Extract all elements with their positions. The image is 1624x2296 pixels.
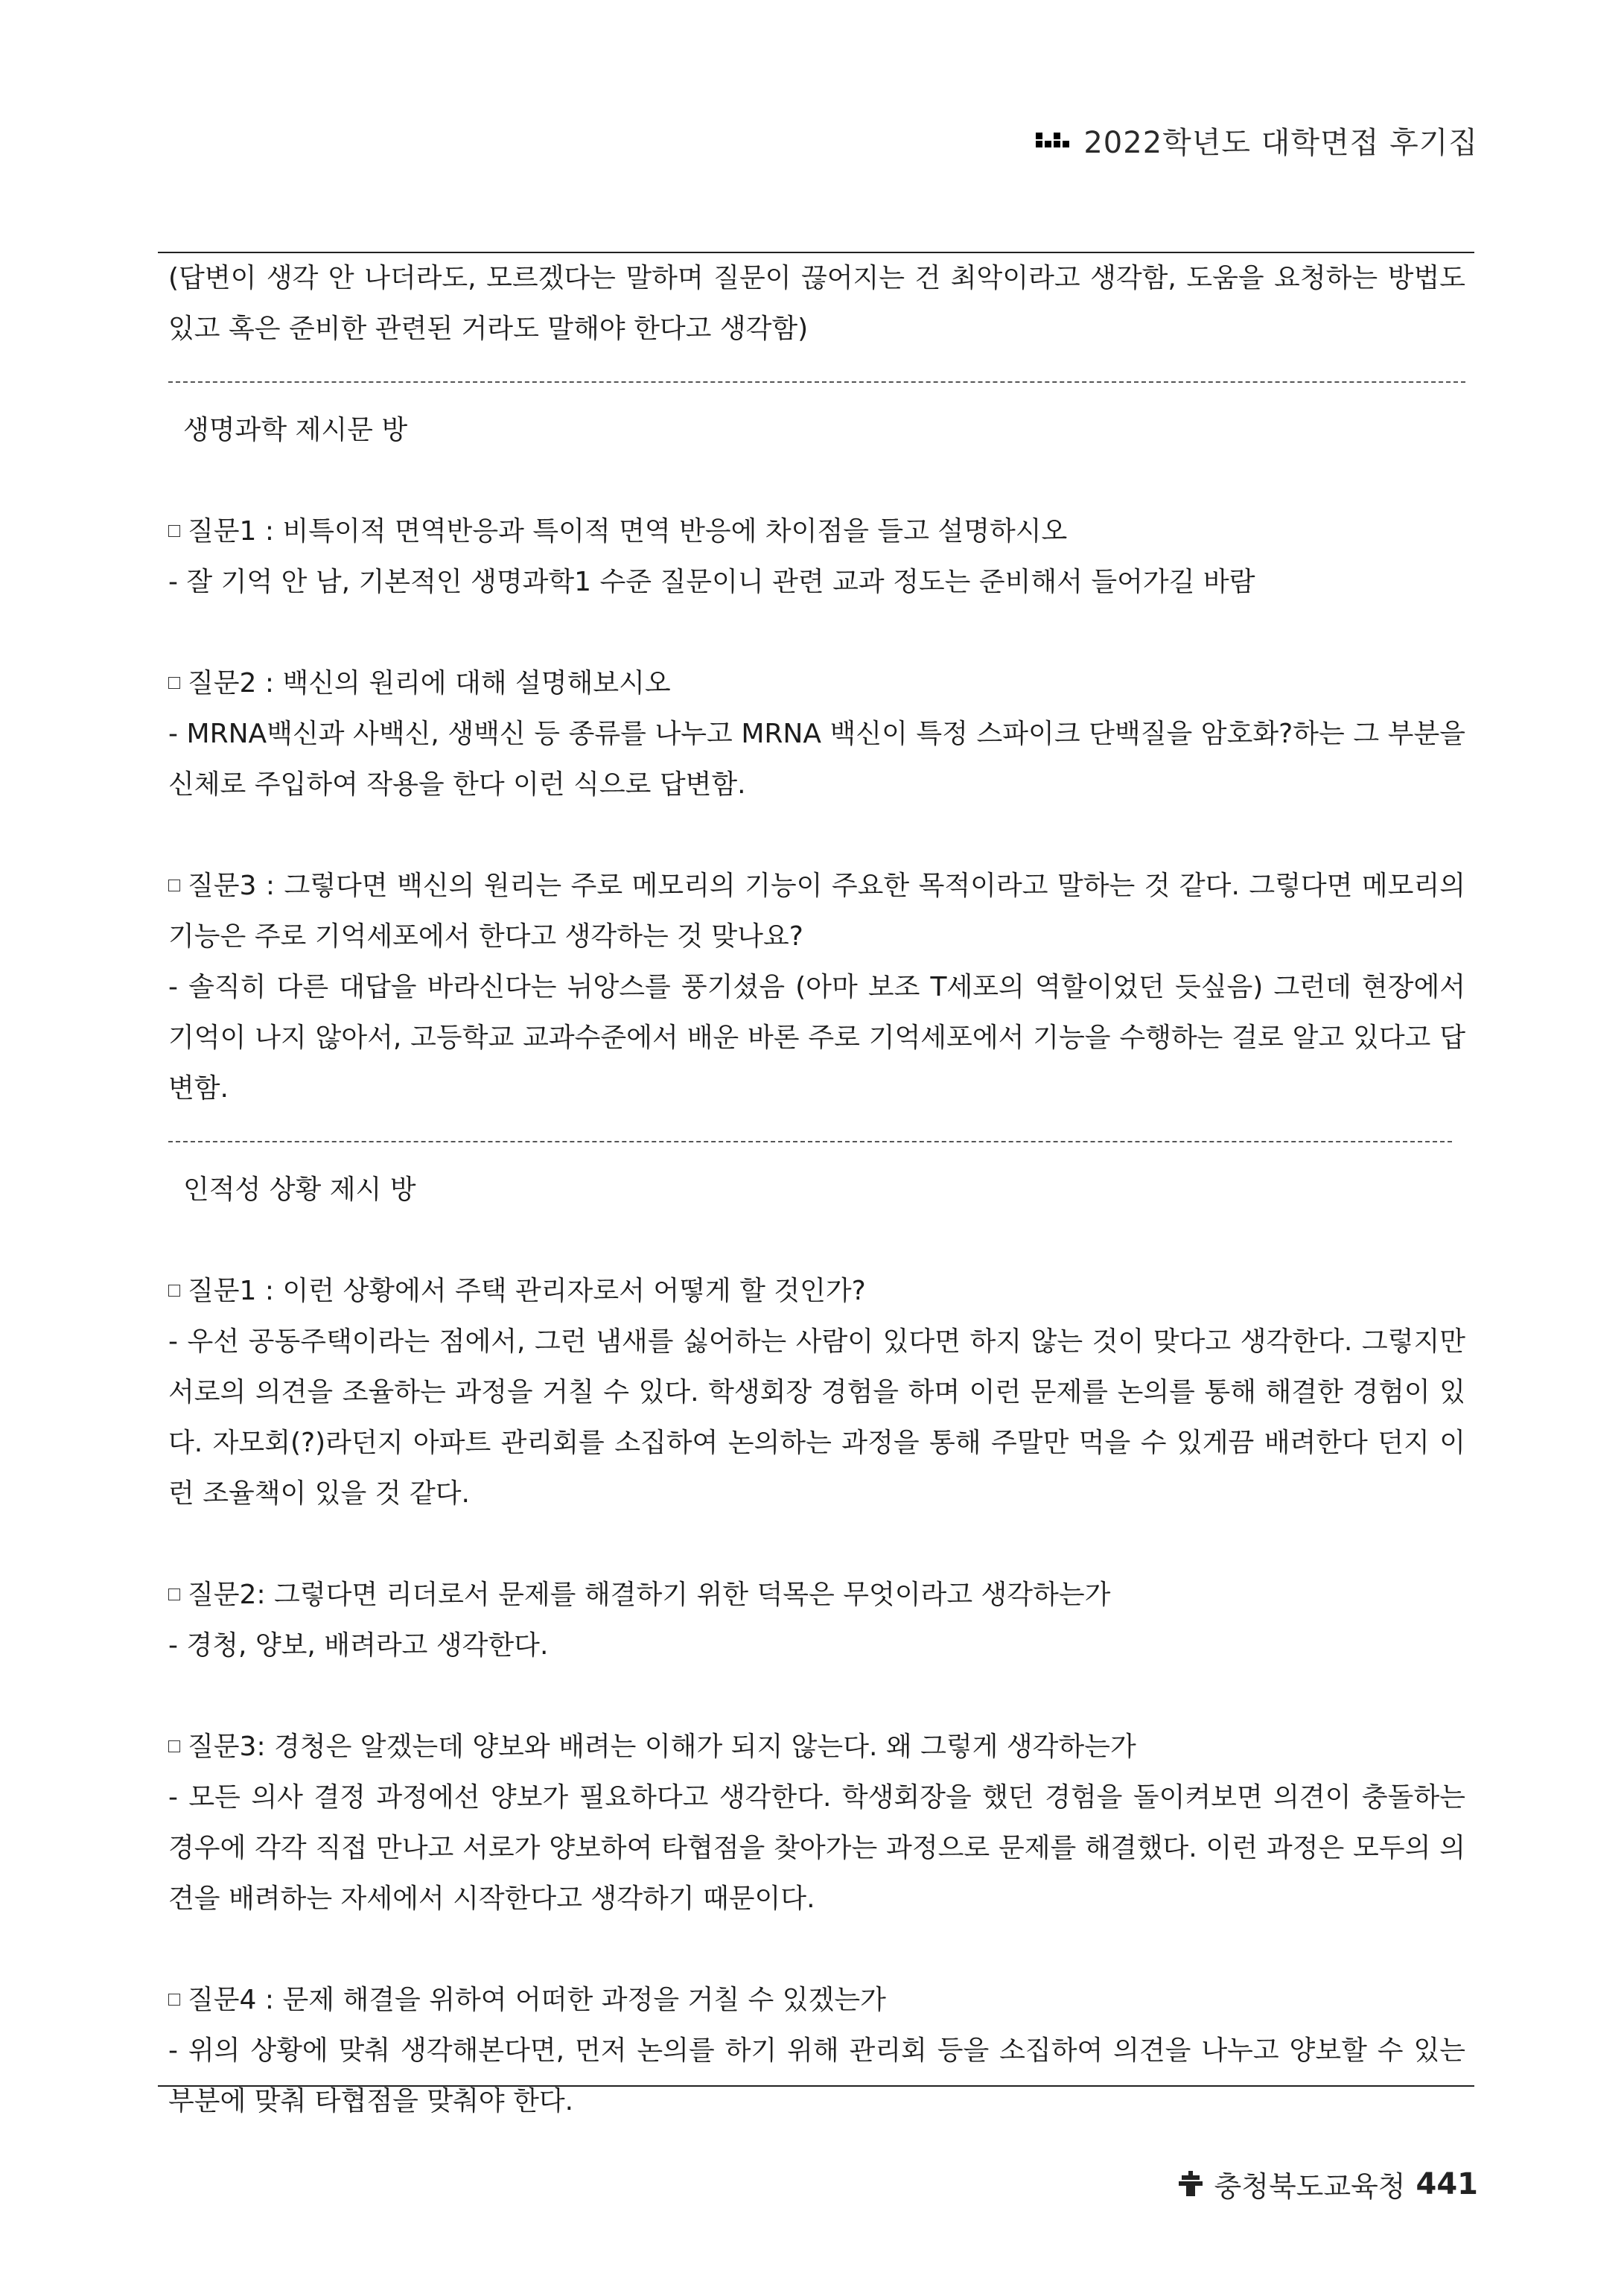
spacer xyxy=(168,1924,1465,1975)
office-emblem-icon xyxy=(1176,2169,1206,2199)
checker-mark-icon xyxy=(1036,133,1070,149)
dashed-divider xyxy=(168,1114,1465,1165)
footer-org: 충청북도교육청 xyxy=(1214,2170,1406,2203)
spacer xyxy=(168,608,1465,658)
spacer xyxy=(168,456,1465,506)
dashed-divider xyxy=(168,354,1465,405)
square-bullet-icon xyxy=(168,677,180,689)
question-text: 질문2: 그렇다면 리더로서 문제를 해결하기 위한 덕목은 무엇이라고 생각하는가 xyxy=(188,1580,1111,1610)
answer-text: - 솔직히 다른 대답을 바라신다는 뉘앙스를 풍기셨음 (아마 보조 T세포의 역할이었던 듯싶음) 그런데 현장에서 기억이 나지 않아서, 고등학교 교과수준에서 배운 바론 주로 기억세포에서 기능을 수행하는 걸로 알고 있다고 답변함. xyxy=(168,972,1465,1104)
spacer xyxy=(168,1215,1465,1266)
answer-text: - 모든 의사 결정 과정에선 양보가 필요하다고 생각한다. 학생회장을 했던 경험을 돌이켜보면 의견이 충돌하는 경우에 각각 직접 만나고 서로가 양보하여 타협점을 찾아가는 과정으로 문제를 해결했다. 이런 과정은 모두의 의견을 배려하는 자세에서 시작한다고 생각하기 때문이다. xyxy=(168,1782,1465,1914)
page-number: 441 xyxy=(1416,2166,1478,2201)
square-bullet-icon xyxy=(168,1285,180,1297)
page-footer xyxy=(1176,2163,1478,2204)
question-item xyxy=(168,1975,1465,2026)
question-item xyxy=(168,658,1465,709)
square-bullet-icon xyxy=(168,1994,180,2006)
bottom-rule xyxy=(158,2085,1474,2087)
section-title-life-science: 생명과학 제시문 방 xyxy=(183,415,408,445)
question-text: 질문1 : 이런 상황에서 주택 관리자로서 어떻게 할 것인가? xyxy=(188,1276,866,1306)
question-text: 질문3: 경청은 알겠는데 양보와 배려는 이해가 되지 않는다. 왜 그렇게 생각하는가 xyxy=(188,1731,1136,1762)
question-item xyxy=(168,1722,1465,1772)
answer-text: - 우선 공동주택이라는 점에서, 그런 냄새를 싫어하는 사람이 있다면 하지 않는 것이 맞다고 생각한다. 그렇지만 서로의 의견을 조율하는 과정을 거칠 수 있다. 학생회장 경험을 하며 이런 문제를 논의를 통해 해결한 경험이 있다. 자모회(?)라던지 아파트 관리회를 소집하여 논의하는 과정을 통해 주말만 먹을 수 있게끔 배려한다 던지 이런 조율책이 있을 것 같다. xyxy=(168,1326,1465,1509)
answer-text: - 경청, 양보, 배려라고 생각한다. xyxy=(168,1630,549,1661)
square-bullet-icon xyxy=(168,525,180,537)
answer-text: - MRNA백신과 사백신, 생백신 등 종류를 나누고 MRNA 백신이 특정 스파이크 단백질을 암호화?하는 그 부분을 신체로 주입하여 작용을 한다 이런 식으로 답변함. xyxy=(168,719,1465,800)
answer-text: - 잘 기억 안 남, 기본적인 생명과학1 수준 질문이니 관련 교과 정도는 준비해서 들어가길 바람 xyxy=(168,567,1255,597)
question-text: 질문4 : 문제 해결을 위하여 어떠한 과정을 거칠 수 있겠는가 xyxy=(188,1985,886,2015)
square-bullet-icon xyxy=(168,1589,180,1600)
running-header xyxy=(1036,119,1478,162)
question-item xyxy=(168,1266,1465,1317)
question-item xyxy=(168,1570,1465,1621)
section-title-aptitude: 인적성 상황 제시 방 xyxy=(183,1174,416,1205)
question-item xyxy=(168,506,1465,557)
question-text: 질문2 : 백신의 원리에 대해 설명해보시오 xyxy=(188,668,671,699)
spacer xyxy=(168,810,1465,861)
spacer xyxy=(168,1671,1465,1722)
answer-text: - 위의 상황에 맞춰 생각해본다면, 먼저 논의를 하기 위해 관리회 등을 소집하여 의견을 나누고 양보할 수 있는 부분에 맞춰 타협점을 맞춰야 한다. xyxy=(168,2035,1465,2117)
question-text: 질문3 : 그렇다면 백신의 원리는 주로 메모리의 기능이 주요한 목적이라고 말하는 것 같다. 그렇다면 메모리의 기능은 주로 기억세포에서 한다고 생각하는 것 맞나요? xyxy=(168,871,1465,952)
intro-note: (답변이 생각 안 나더라도, 모르겠다는 말하며 질문이 끊어지는 건 최악이라고 생각함, 도움을 요청하는 방법도 있고 혹은 준비한 관련된 거라도 말해야 한다고 생각함) xyxy=(168,263,1465,344)
page-content xyxy=(168,253,1465,2127)
question-item xyxy=(168,861,1465,962)
spacer xyxy=(168,1519,1465,1570)
square-bullet-icon xyxy=(168,880,180,891)
square-bullet-icon xyxy=(168,1740,180,1752)
question-text: 질문1 : 비특이적 면역반응과 특이적 면역 반응에 차이점을 들고 설명하시오 xyxy=(188,516,1068,547)
header-title: 2022학년도 대학면접 후기집 xyxy=(1083,126,1478,160)
